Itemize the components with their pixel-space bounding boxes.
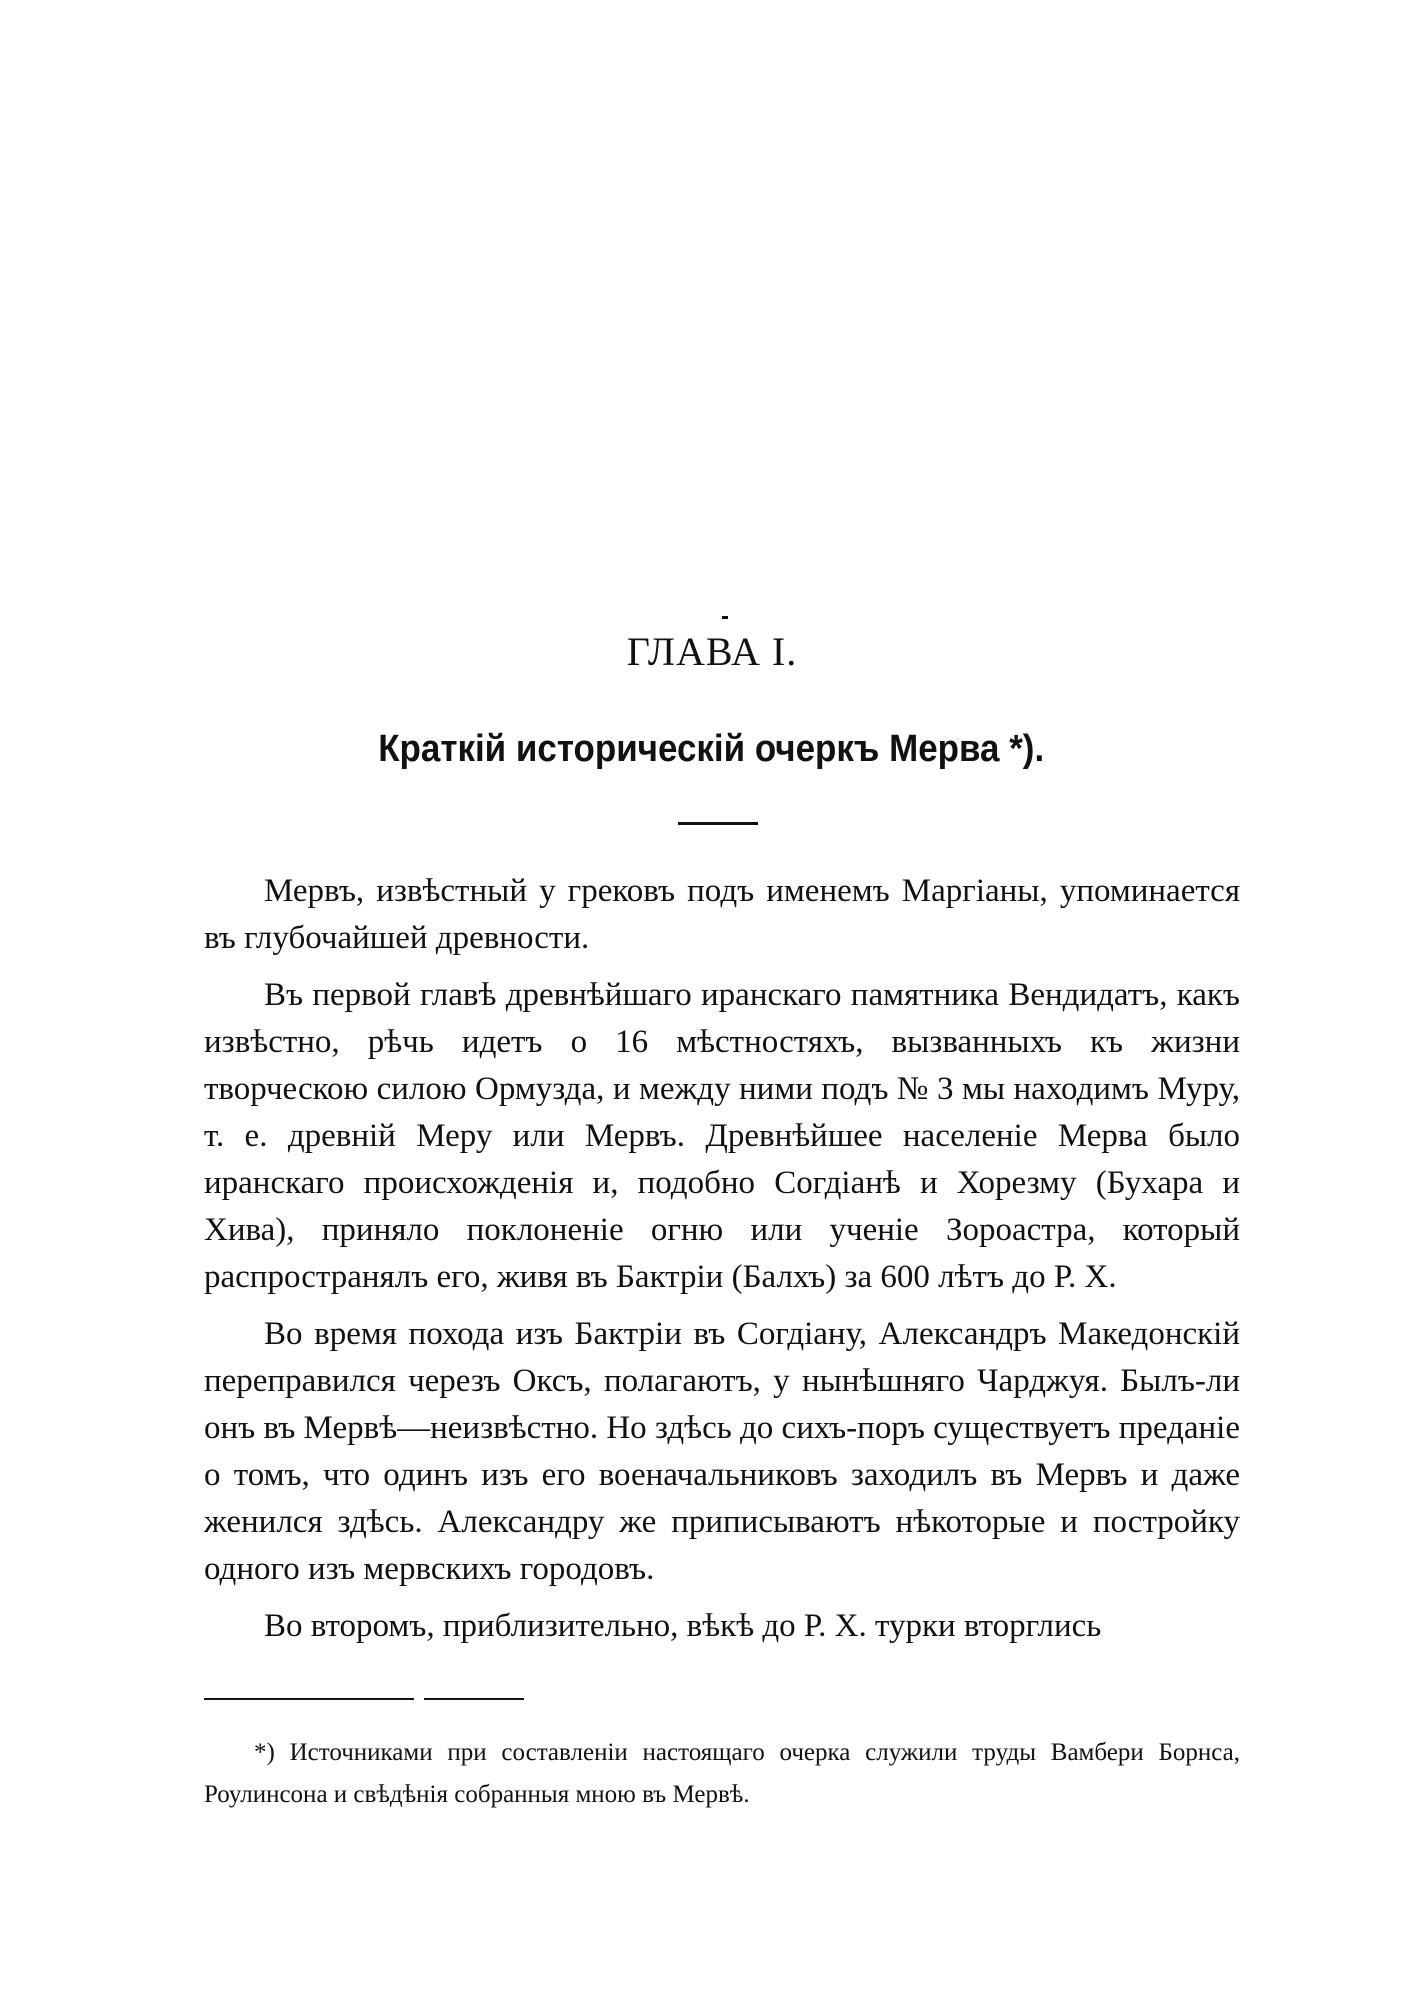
body-text — [204, 868, 1240, 1660]
footnote-divider — [204, 1698, 414, 1700]
footnote: *) Источниками при составленіи настоящаго очерка служили труды Вамбери Борнса, Роулинсона и свѣдѣнія собранныя мною въ Мервѣ. — [204, 1739, 1240, 1808]
footnote-divider — [424, 1698, 524, 1700]
paragraph: Мервъ, извѣстный у грековъ подъ именемъ Маргіаны, упоминается въ глубочайшей древности. — [204, 873, 1240, 956]
paragraph: Во время похода изъ Бактріи въ Согдіану, Александръ Македонскій переправился черезъ Оксъ, полагаютъ, у нынѣшняго Чарджуя. Былъ-ли онъ въ Мервѣ—неизвѣстно. Но здѣсь до сихъ-поръ существуетъ преданіе о томъ, что одинъ изъ его военачальниковъ заходилъ въ Мервъ и даже женился здѣсь. Александру же приписываютъ нѣкоторые и постройку одного изъ мервскихъ городовъ. — [204, 1316, 1240, 1587]
chapter-subtitle: Краткій историческій очеркъ Мерва *). — [378, 728, 1045, 770]
paragraph: Во второмъ, приблизительно, вѣкѣ до Р. Х. турки вторглись — [264, 1608, 1102, 1644]
chapter-title: ГЛАВА I. — [626, 629, 798, 674]
title-divider — [678, 822, 758, 825]
decorative-dot — [722, 616, 728, 619]
paragraph: Въ первой главѣ древнѣйшаго иранскаго памятника Вендидатъ, какъ извѣстно, рѣчь идетъ о 16 мѣстностяхъ, вызванныхъ къ жизни творческою силою Ормузда, и между ними подъ № 3 мы находимъ Муру, т. е. древній Меру или Мервъ. Древнѣйшее населеніе Мерва было иранскаго происхожденія и, подобно Согдіанѣ и Хорезму (Бухара и Хива), приняло поклоненіе огню или ученіе Зороастра, который распространялъ его, живя въ Бактріи (Балхъ) за 600 лѣтъ до Р. Х. — [204, 977, 1240, 1295]
